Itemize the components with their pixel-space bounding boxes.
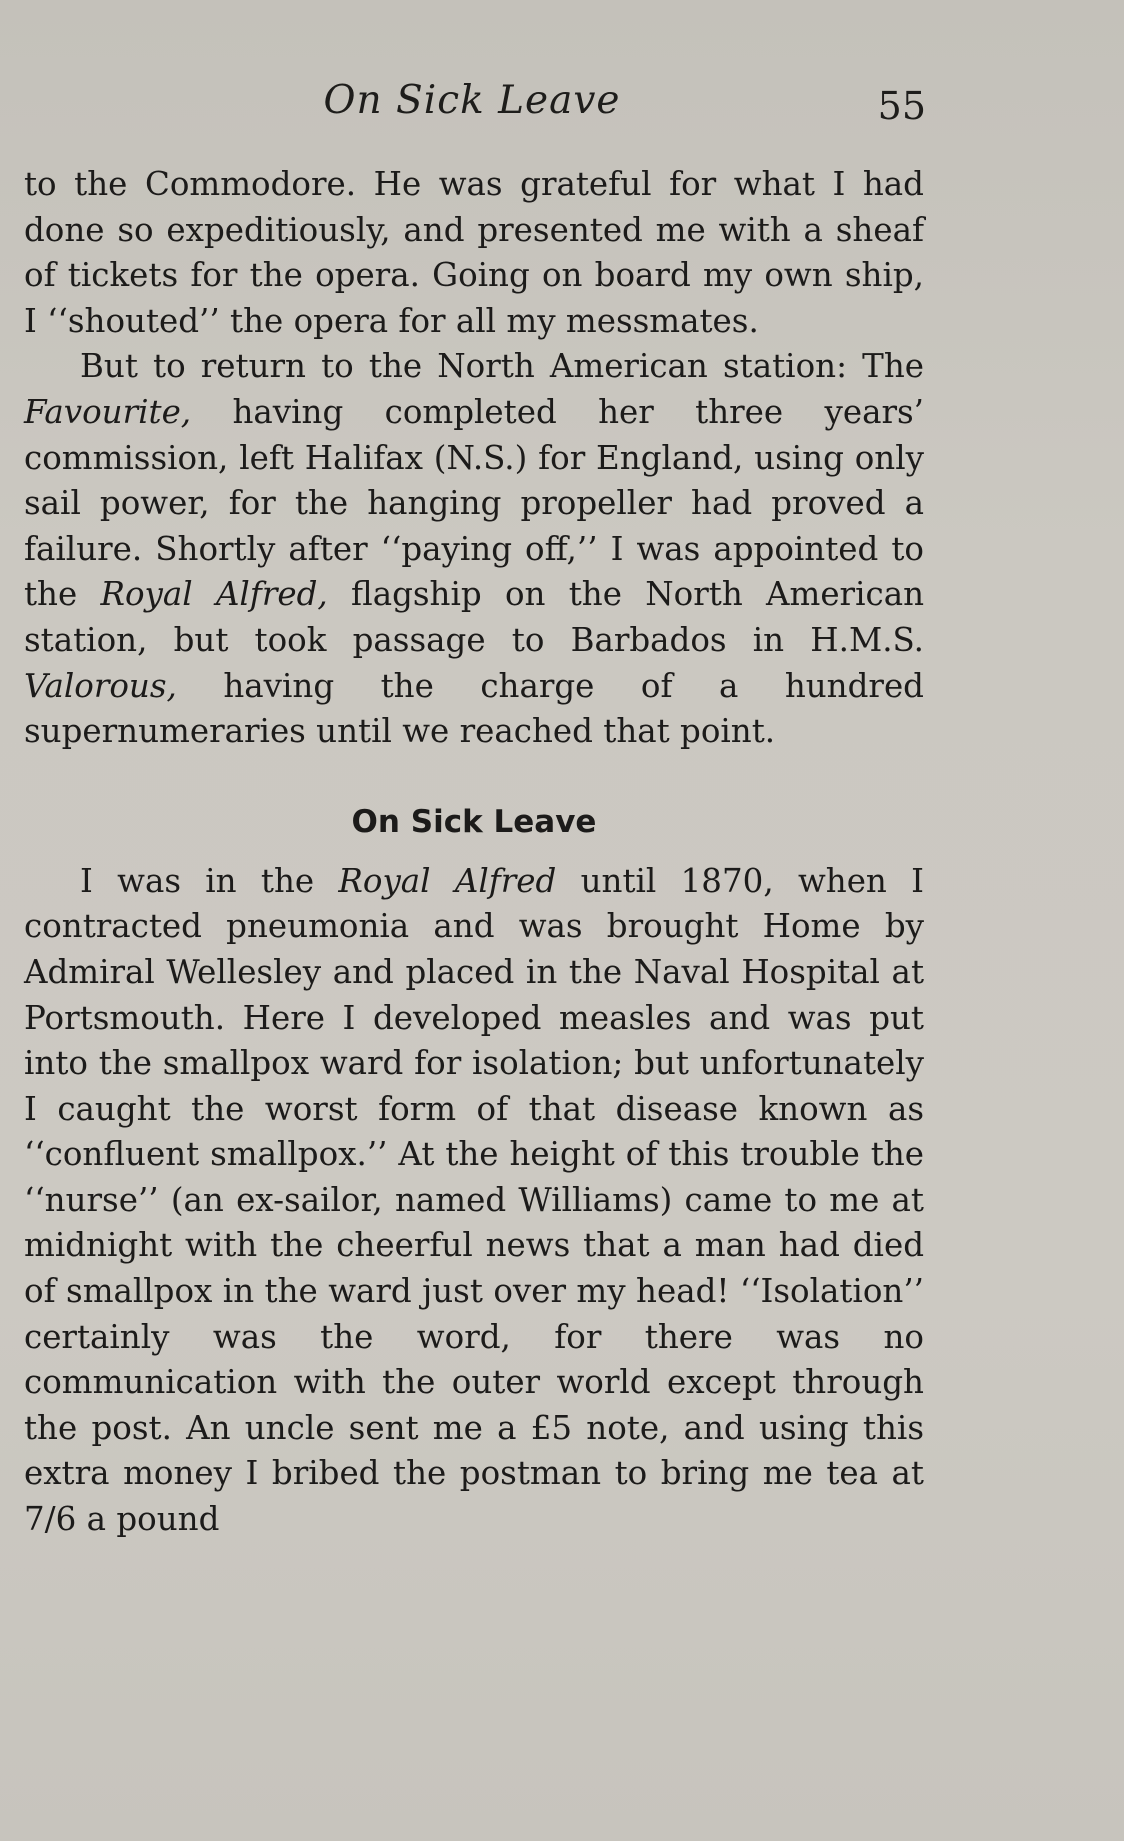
page-number: 55 [877,84,926,128]
running-head [0,78,1124,138]
running-title: On Sick Leave [323,78,621,123]
paragraph-1 [24,162,924,344]
paragraph-3-text-2: until 1870, when I contracted pneumonia and was brought Home by Admiral Wellesley and placed in the Naval Hospital at Portsmouth. Here I developed measles and was put into the smallpox ward for isolation; but unfortunately I caught the worst form of that disease known as ‘‘confluent smallpox.’’ At the height of this trouble the ‘‘nurse’’ (an ex-sailor, named Williams) came to me at midnight with the cheerful news that a man had died of smallpox in the ward just over my head! ‘‘Isolation’’ certainly was the word, for there was no communication with the outer world except through the post. An uncle sent me a £5 note, and using this extra money I bribed the postman to bring me tea at 7/6 a pound [24,861,924,1539]
paragraph-2-text-4: having the charge of a hundred supernumeraries until we reached that point. [24,666,924,751]
paragraph-2-text-1: But to return to the North American station: The [80,347,924,386]
ship-name-royal-alfred: Royal Alfred, [100,575,328,614]
body-text [24,162,924,1543]
ship-name-valorous: Valorous, [24,666,177,705]
paragraph-2-text-3: flagship on the North American station, but took passage to Barbados in H.M.S. [24,575,924,659]
paragraph-3 [24,859,924,1543]
paragraph-2-text-2: having completed her three years’ commission, left Halifax (N.S.) for England, using only sail power, for the hanging propeller had proved a failure. Shortly after ‘‘paying off,’’ I was appointed to the [24,392,924,614]
section-heading: On Sick Leave [351,803,597,840]
paragraph-1-text: to the Commodore. He was grateful for what I had done so expeditiously, and presented me with a sheaf of tickets for the opera. Going on board my own ship, I ‘‘shouted’’ the opera for all my messmates. [24,165,924,340]
ship-name-royal-alfred-2: Royal Alfred [338,861,557,900]
ship-name-favourite: Favourite, [24,392,192,431]
paragraph-2 [24,344,924,754]
paragraph-3-text-1: I was in the [80,861,339,900]
